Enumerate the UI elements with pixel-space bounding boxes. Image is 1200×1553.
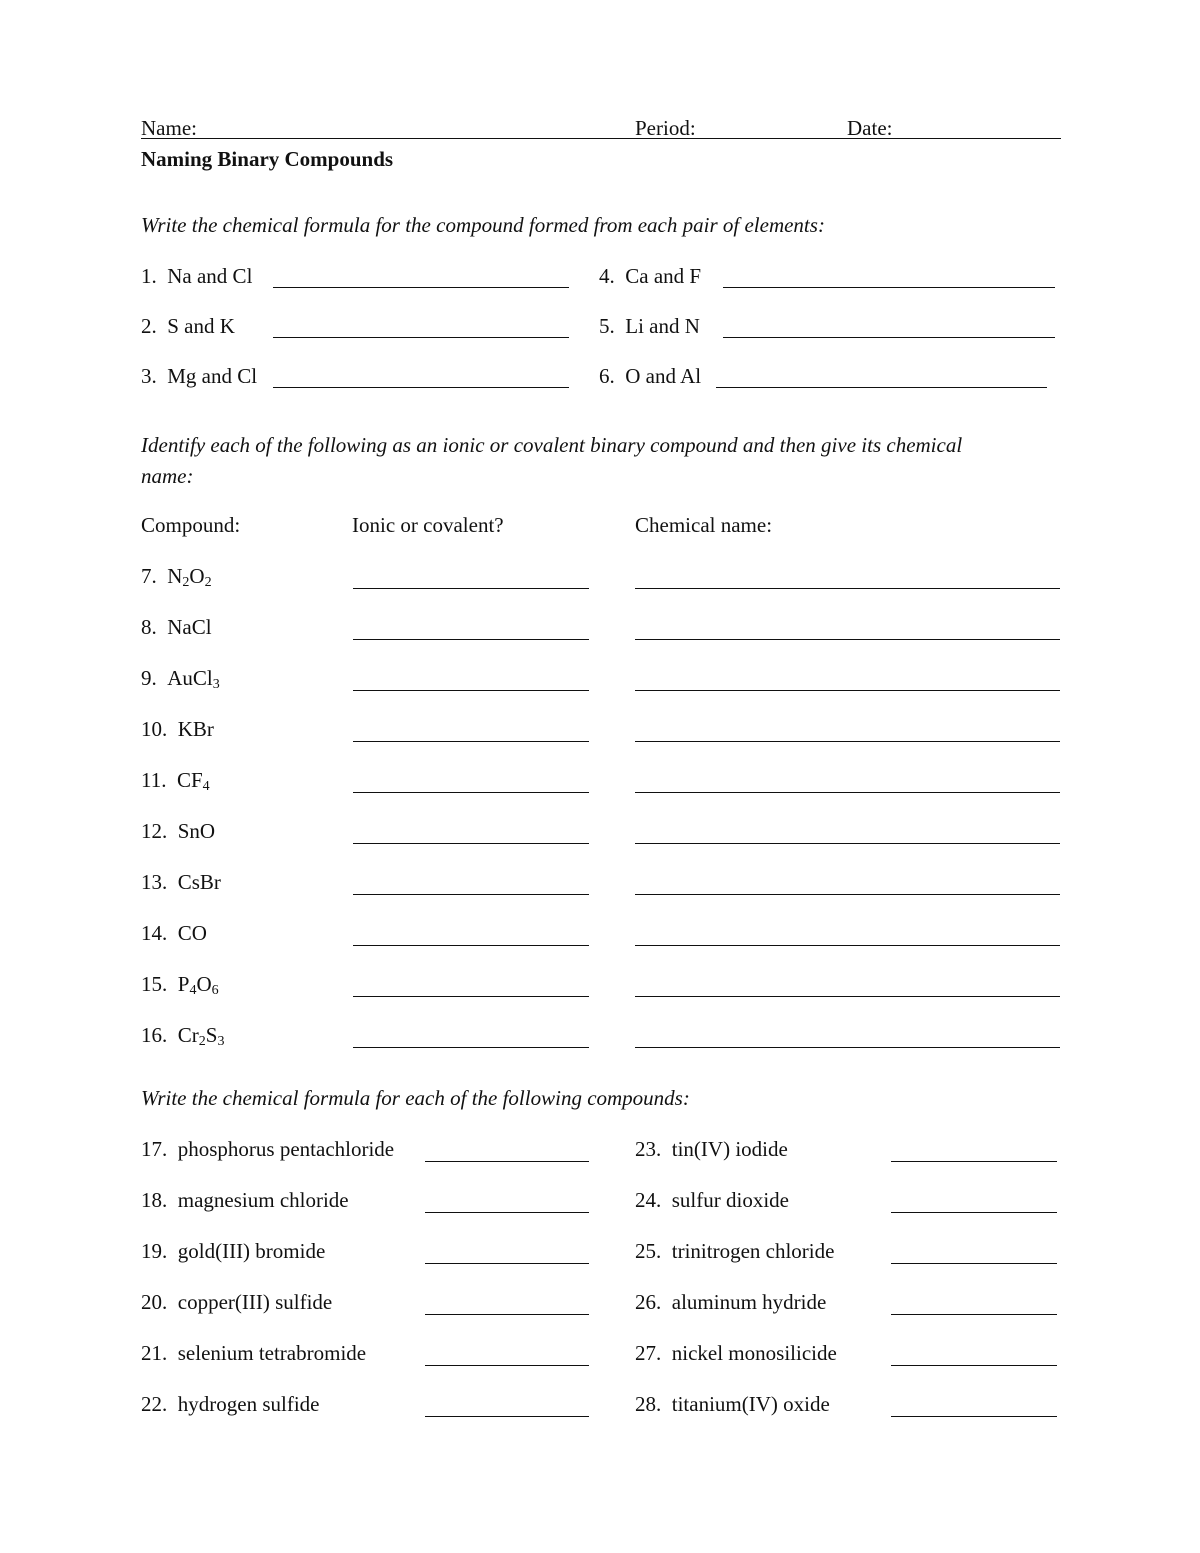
- item-number: 8.: [141, 615, 157, 639]
- compound-name: phosphorus pentachloride: [177, 1137, 395, 1161]
- item-text: Na and Cl: [167, 264, 253, 288]
- list-item: [141, 1239, 325, 1263]
- compound-formula: SnO: [177, 819, 216, 843]
- chemical-name-blank[interactable]: [635, 792, 1060, 793]
- compound-formula: $N_2O_2$: [167, 564, 212, 590]
- item-number: 3.: [141, 364, 157, 388]
- list-item: [635, 1392, 830, 1416]
- formula-answer-blank[interactable]: [425, 1161, 589, 1162]
- item-number: 19.: [141, 1239, 168, 1263]
- compound-name: titanium(IV) oxide: [671, 1392, 830, 1416]
- name-field[interactable]: [141, 138, 635, 139]
- compound-formula: CsBr: [177, 870, 221, 894]
- compound-formula: CO: [177, 921, 207, 945]
- item-number: 23.: [635, 1137, 662, 1161]
- subscript: 6: [211, 983, 219, 998]
- formula-answer-blank[interactable]: [891, 1161, 1057, 1162]
- item-text: Ca and F: [625, 264, 702, 288]
- chemical-name-blank[interactable]: [635, 639, 1060, 640]
- column-header-name: Chemical name:: [635, 513, 773, 537]
- formula-answer-blank[interactable]: [891, 1263, 1057, 1264]
- item-number: 11.: [141, 768, 167, 792]
- section3-instruction: Write the chemical formula for each of the following compounds:: [141, 1086, 690, 1110]
- compound-name: selenium tetrabromide: [177, 1341, 367, 1365]
- item-number: 22.: [141, 1392, 168, 1416]
- list-item: [141, 1188, 349, 1212]
- formula-answer-blank[interactable]: [891, 1416, 1057, 1417]
- answer-blank[interactable]: [273, 387, 569, 388]
- list-item: [141, 264, 252, 288]
- formula-answer-blank[interactable]: [425, 1416, 589, 1417]
- item-number: 12.: [141, 819, 168, 843]
- column-header-compound: Compound:: [141, 513, 241, 537]
- item-number: 5.: [599, 314, 615, 338]
- formula-answer-blank[interactable]: [425, 1314, 589, 1315]
- ionic-covalent-blank[interactable]: [353, 792, 589, 793]
- chemical-name-blank[interactable]: [635, 690, 1060, 691]
- item-text: Mg and Cl: [167, 364, 258, 388]
- answer-blank[interactable]: [273, 337, 569, 338]
- list-item: [635, 1290, 826, 1314]
- chemical-name-blank[interactable]: [635, 996, 1060, 997]
- compound-name: copper(III) sulfide: [177, 1290, 333, 1314]
- compound-name: sulfur dioxide: [671, 1188, 789, 1212]
- compound-name: nickel monosilicide: [671, 1341, 837, 1365]
- list-item: [141, 1392, 319, 1416]
- worksheet-title: Naming Binary Compounds: [141, 147, 394, 171]
- list-item: [599, 314, 700, 338]
- item-number: 21.: [141, 1341, 168, 1365]
- table-row: [141, 768, 210, 799]
- item-number: 4.: [599, 264, 615, 288]
- answer-blank[interactable]: [723, 287, 1055, 288]
- name-label: Name:: [141, 116, 197, 140]
- list-item: [635, 1239, 834, 1263]
- column-header-type: Ionic or covalent?: [352, 513, 504, 537]
- table-row: [141, 1023, 224, 1054]
- ionic-covalent-blank[interactable]: [353, 741, 589, 742]
- table-row: [141, 717, 214, 741]
- item-number: 17.: [141, 1137, 168, 1161]
- table-row: [141, 666, 220, 697]
- subscript: 4: [202, 779, 210, 794]
- formula-answer-blank[interactable]: [891, 1314, 1057, 1315]
- list-item: [635, 1341, 837, 1365]
- subscript: 2: [198, 1034, 206, 1049]
- item-number: 9.: [141, 666, 157, 690]
- item-text: Li and N: [625, 314, 700, 338]
- item-text: O and Al: [625, 364, 702, 388]
- chemical-name-blank[interactable]: [635, 588, 1060, 589]
- item-number: 26.: [635, 1290, 662, 1314]
- list-item: [141, 314, 235, 338]
- formula-answer-blank[interactable]: [891, 1212, 1057, 1213]
- item-number: 2.: [141, 314, 157, 338]
- table-row: [141, 921, 207, 945]
- ionic-covalent-blank[interactable]: [353, 1047, 589, 1048]
- answer-blank[interactable]: [716, 387, 1047, 388]
- item-number: 28.: [635, 1392, 662, 1416]
- ionic-covalent-blank[interactable]: [353, 894, 589, 895]
- list-item: [141, 1137, 394, 1161]
- list-item: [141, 1341, 366, 1365]
- compound-formula: $CF_4$: [176, 768, 210, 794]
- item-number: 20.: [141, 1290, 168, 1314]
- subscript: 4: [189, 983, 197, 998]
- date-field[interactable]: [847, 138, 1061, 139]
- period-field[interactable]: [635, 138, 847, 139]
- subscript: 2: [204, 575, 212, 590]
- compound-name: trinitrogen chloride: [671, 1239, 835, 1263]
- item-number: 25.: [635, 1239, 662, 1263]
- chemical-name-blank[interactable]: [635, 945, 1060, 946]
- compound-formula: $Cr_2S_3$: [177, 1023, 225, 1049]
- compound-name: hydrogen sulfide: [177, 1392, 320, 1416]
- item-number: 1.: [141, 264, 157, 288]
- table-row: [141, 870, 221, 894]
- list-item: [635, 1137, 788, 1161]
- answer-blank[interactable]: [723, 337, 1055, 338]
- compound-name: gold(III) bromide: [177, 1239, 326, 1263]
- table-row: [141, 564, 212, 595]
- chemical-name-blank[interactable]: [635, 894, 1060, 895]
- compound-formula: NaCl: [167, 615, 212, 639]
- formula-answer-blank[interactable]: [425, 1263, 589, 1264]
- compound-name: magnesium chloride: [177, 1188, 349, 1212]
- ionic-covalent-blank[interactable]: [353, 690, 589, 691]
- subscript: 3: [217, 1034, 225, 1049]
- section1-instruction: Write the chemical formula for the compound formed from each pair of elements:: [141, 213, 825, 237]
- formula-answer-blank[interactable]: [425, 1365, 589, 1366]
- item-number: 7.: [141, 564, 157, 588]
- item-number: 6.: [599, 364, 615, 388]
- item-number: 15.: [141, 972, 168, 996]
- subscript: 3: [212, 677, 220, 692]
- list-item: [141, 364, 257, 388]
- chemical-name-blank[interactable]: [635, 1047, 1060, 1048]
- item-number: 16.: [141, 1023, 168, 1047]
- table-row: [141, 972, 219, 1003]
- formula-answer-blank[interactable]: [425, 1212, 589, 1213]
- ionic-covalent-blank[interactable]: [353, 996, 589, 997]
- list-item: [599, 264, 701, 288]
- compound-name: aluminum hydride: [671, 1290, 827, 1314]
- list-item: [599, 364, 701, 388]
- item-text: S and K: [167, 314, 235, 338]
- chemical-name-blank[interactable]: [635, 843, 1060, 844]
- item-number: 14.: [141, 921, 168, 945]
- ionic-covalent-blank[interactable]: [353, 639, 589, 640]
- period-label: Period:: [635, 116, 696, 140]
- ionic-covalent-blank[interactable]: [353, 843, 589, 844]
- table-row: [141, 615, 212, 639]
- item-number: 10.: [141, 717, 168, 741]
- compound-formula: AuCl$_3$: [167, 666, 220, 692]
- chemical-name-blank[interactable]: [635, 741, 1060, 742]
- compound-formula: KBr: [177, 717, 214, 741]
- compound-name: tin(IV) iodide: [671, 1137, 788, 1161]
- list-item: [635, 1188, 789, 1212]
- compound-formula: $P_4O_6$: [177, 972, 219, 998]
- table-row: [141, 819, 215, 843]
- item-number: 27.: [635, 1341, 662, 1365]
- answer-blank[interactable]: [273, 287, 569, 288]
- section2-instruction: Identify each of the following as an ionic or covalent binary compound and then give its chemical name:: [141, 433, 963, 488]
- item-number: 13.: [141, 870, 168, 894]
- ionic-covalent-blank[interactable]: [353, 588, 589, 589]
- subscript: 2: [182, 575, 190, 590]
- item-number: 24.: [635, 1188, 662, 1212]
- list-item: [141, 1290, 332, 1314]
- formula-answer-blank[interactable]: [891, 1365, 1057, 1366]
- date-label: Date:: [847, 116, 893, 140]
- ionic-covalent-blank[interactable]: [353, 945, 589, 946]
- item-number: 18.: [141, 1188, 168, 1212]
